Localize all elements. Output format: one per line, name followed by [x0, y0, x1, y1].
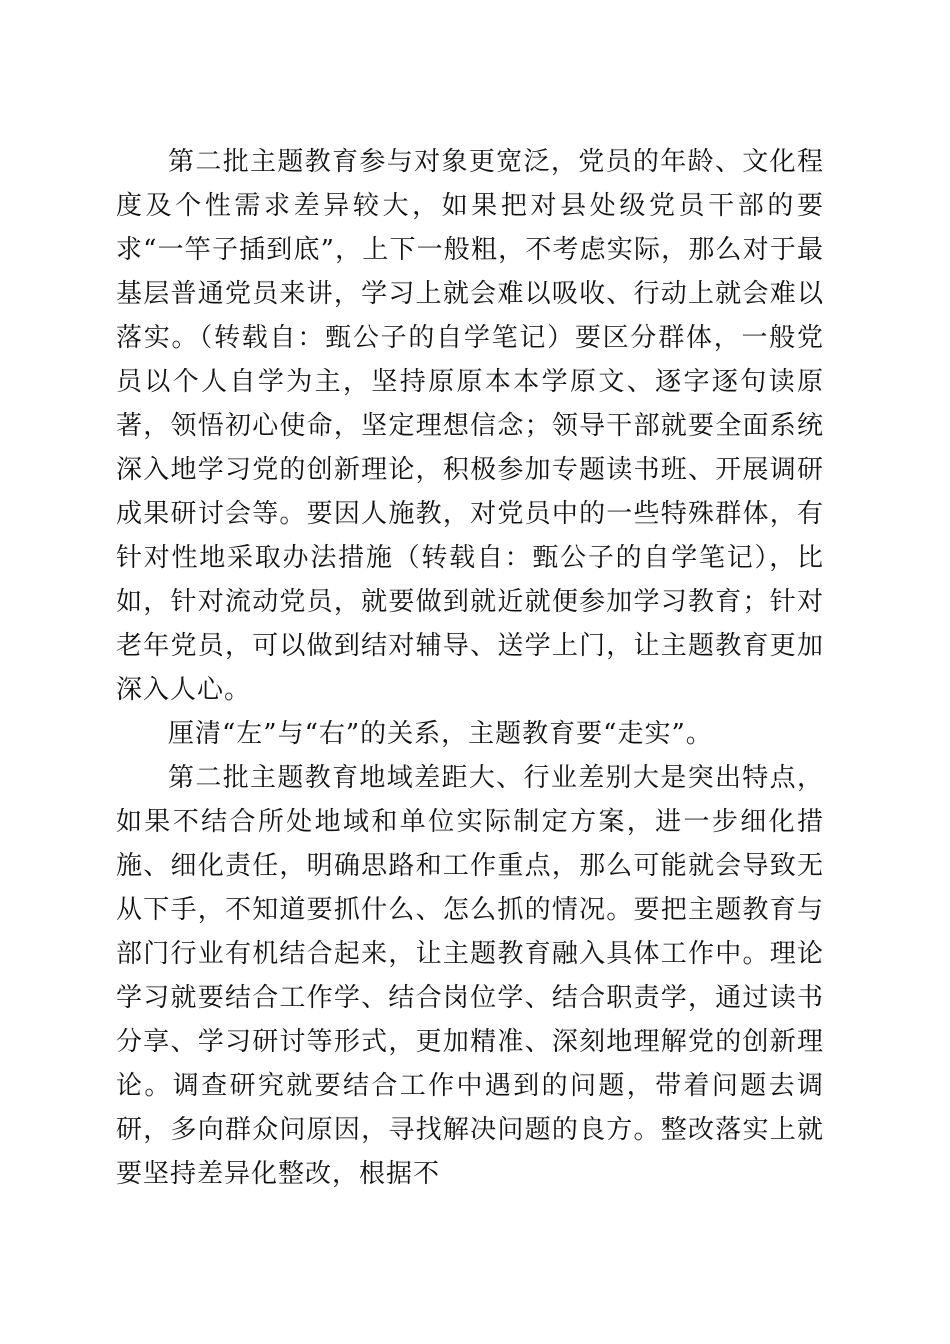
paragraph-3: 第二批主题教育地域差距大、行业差别大是突出特点，如果不结合所处地域和单位实际制定方案，进一步细化措施、细化责任，明确思路和工作重点，那么可能就会导致无从下手，不知道要抓什么、怎么抓的情况。要把主题教育与部门行业有机结合起来，让主题教育融入具体工作中。理论学习就要结合工作学、结合岗位学、结合职责学，通过读书分享、学习研讨等形式，更加精准、深刻地理解党的创新理论。调查研究就要结合工作中遇到的问题，带着问题去调研，多向群众问原因，寻找解决问题的良方。整改落实上就要坚持差异化整改，根据不 — [116, 763, 824, 1189]
paragraph-2: 厘清“左”与“右”的关系，主题教育要“走实”。 — [168, 719, 713, 749]
document-body — [116, 140, 824, 1196]
paragraph-1: 第二批主题教育参与对象更宽泛，党员的年龄、文化程度及个性需求差异较大，如果把对县处级党员干部的要求“一竿子插到底”，上下一般粗，不考虑实际，那么对于最基层普通党员来讲，学习上就会难以吸收、行动上就会难以落实。（转载自：甄公子的自学笔记）要区分群体，一般党员以个人自学为主，坚持原原本本学原文、逐字逐句读原著，领悟初心使命，坚定理想信念；领导干部就要全面系统深入地学习党的创新理论，积极参加专题读书班、开展调研成果研讨会等。要因人施教，对党员中的一些特殊群体，有针对性地采取办法措施（转载自：甄公子的自学笔记），比如，针对流动党员，就要做到就近就便参加学习教育；针对老年党员，可以做到结对辅导、送学上门，让主题教育更加深入人心。 — [116, 147, 824, 705]
